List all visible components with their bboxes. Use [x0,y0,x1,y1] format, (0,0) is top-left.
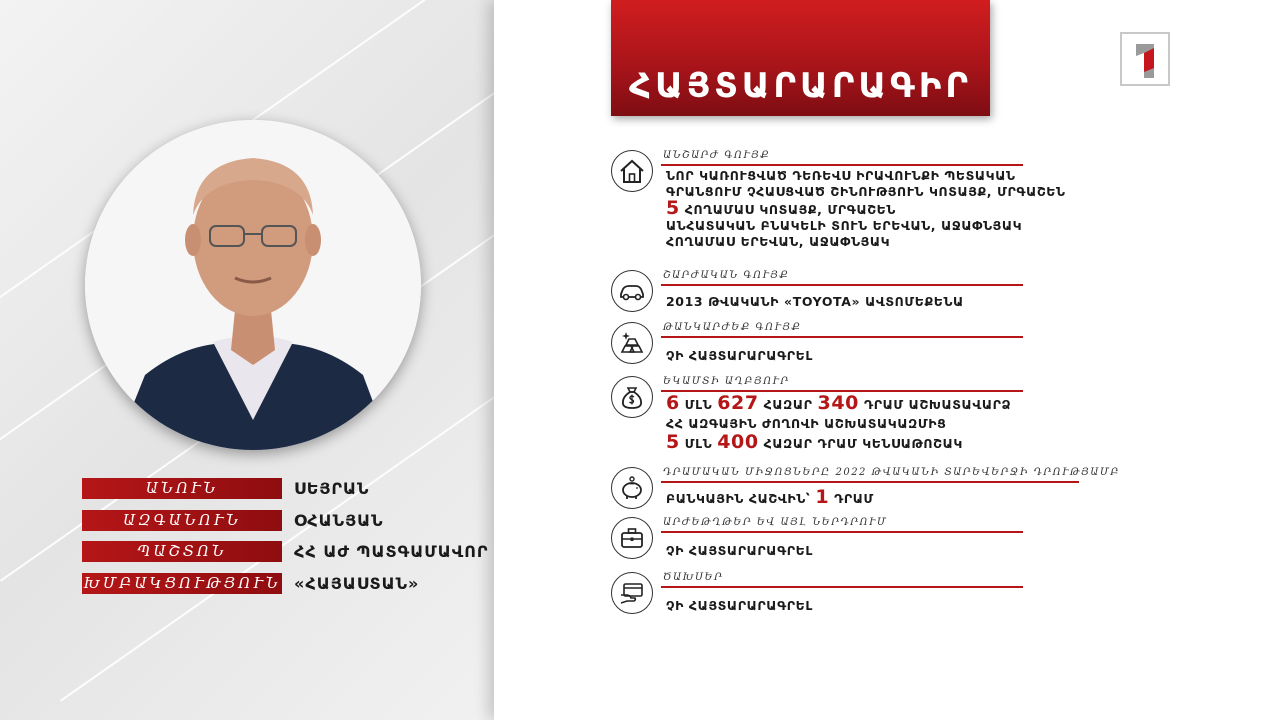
text-line: ՆՈՐ ԿԱՌՈՒՑՎԱԾ ԴԵՌԵՎՍ ԻՐԱՎՈՒՆՔԻ ՊԵՏԱԿԱՆ [666,168,1016,183]
text-line [666,197,1066,219]
section-movable-property [611,270,1081,315]
text-segment: ՀՈՂԱՄԱՍ ԿՈՏԱՅՔ, ՄՐԳԱՇԵՆ [684,202,896,217]
page-title: ՀԱՅՏԱՐԱՐԱԳԻՐ [628,66,973,106]
text-segment: ԲԱՆԿԱՅԻՆ ՀԱՇՎԻՆ՝ [666,491,811,506]
briefcase-icon [611,517,653,559]
divider [661,481,1079,483]
money-bag-icon [611,376,653,418]
name-label: ԱՆՈՒՆ [82,478,282,499]
highlight-number: 5 [666,431,680,453]
gold-bars-icon [611,322,653,364]
category-label: ԱՆՇԱՐԺ ԳՈՒՅՔ [663,150,771,161]
section-body [666,486,874,508]
house-icon [611,150,653,192]
section-securities [611,517,1081,562]
section-body [666,168,1066,250]
highlight-number: 400 [717,431,759,453]
faction-value: «ՀԱՅԱՍՏԱՆ» [294,574,420,593]
text-segment: ՀԱԶԱՐ ԴՐԱՄ ԿԵՆՍԱԹՈՇԱԿ [763,436,963,451]
section-body: ՉԻ ՀԱՅՏԱՐԱՐԱԳՐԵԼ [666,348,813,363]
section-body: ՉԻ ՀԱՅՏԱՐԱՐԱԳՐԵԼ [666,543,813,558]
piggy-bank-icon [611,467,653,509]
text-line [666,433,1011,453]
highlight-number: 5 [666,197,680,219]
section-valuables [611,322,1081,367]
faction-label: ԽՄԲԱԿՑՈՒԹՅՈՒՆ [83,574,281,592]
position-label: ՊԱՇՏՈՆ [82,541,282,562]
category-label: ԴՐԱՄԱԿԱՆ ՄԻՋՈՑՆԵՐԸ 2022 ԹՎԱԿԱՆԻ ՏԱՐԵՎԵՐՋԻ ԴՐՈՒԹՅԱՄԲ [663,467,1120,478]
text-segment: ԴՐԱՄ ԱՇԽԱՏԱՎԱՐՁ [863,397,1012,412]
category-label: ԹԱՆԿԱՐԺԵՔ ԳՈՒՅՔ [663,322,802,333]
car-icon [611,270,653,312]
category-label: ԱՐԺԵԹՂԹԵՐ ԵՎ ԱՅԼ ՆԵՐԴՐՈՒՄ [663,517,888,528]
section-body: ՉԻ ՀԱՅՏԱՐԱՐԱԳՐԵԼ [666,598,813,613]
highlight-number: 627 [717,392,759,414]
section-body [666,394,1011,453]
category-label: ՇԱՐԺԱԿԱՆ ԳՈՒՅՔ [663,270,790,281]
name-value: ՍԵՅՐԱՆ [294,479,370,498]
text-segment: ՀԱԶԱՐ [763,397,813,412]
divider [661,284,1023,286]
text-line [666,394,1011,414]
section-real-estate [611,150,1081,260]
section-expenses [611,572,1081,617]
text-segment: ՄԼՆ [684,397,713,412]
channel-logo-icon [1120,32,1170,86]
text-line: ԱՆՀԱՏԱԿԱՆ ԲՆԱԿԵԼԻ ՏՈՒՆ ԵՐԵՎԱՆ, ԱՋԱՓՆՅԱԿ [666,218,1023,233]
section-body: 2013 ԹՎԱԿԱՆԻ «TOYOTA» ԱՎՏՈՄԵՔԵՆԱ [666,294,964,309]
title-banner [611,0,990,116]
highlight-number: 340 [817,392,859,414]
highlight-number: 6 [666,392,680,414]
card-payment-icon [611,572,653,614]
category-label: ԵԿԱՄՏԻ ԱՂԲՅՈՒՐ [663,376,790,387]
section-income [611,376,1081,461]
divider [661,336,1023,338]
divider [661,586,1023,588]
position-value: ՀՀ ԱԺ ՊԱՏԳԱՄԱՎՈՐ [294,542,489,561]
category-label: ԾԱԽՍԵՐ [663,572,724,583]
left-panel [0,0,494,720]
text-line: ԳՐԱՆՑՈՒՄ ՉՀԱՍՑՎԱԾ ՇԻՆՈՒԹՅՈՒՆ ԿՈՏԱՅՔ, ՄՐԳԱՇԵՆ [666,184,1066,199]
surname-value: ՕՀԱՆՅԱՆ [294,511,384,530]
text-segment: ՄԼՆ [684,436,713,451]
section-cash [611,467,1120,512]
divider [661,531,1023,533]
text-line: ՀՀ ԱԶԳԱՅԻՆ ԺՈՂՈՎԻ ԱՇԽԱՏԱԿԱԶՄԻՑ [666,416,947,431]
portrait-photo [85,120,421,450]
text-line: ՀՈՂԱՄԱՍ ԵՐԵՎԱՆ, ԱՋԱՓՆՅԱԿ [666,234,891,249]
highlight-number: 1 [815,486,830,508]
surname-label: ԱԶԳԱՆՈՒՆ [82,510,282,531]
divider [661,164,1023,166]
text-segment: ԴՐԱՄ [834,491,874,506]
